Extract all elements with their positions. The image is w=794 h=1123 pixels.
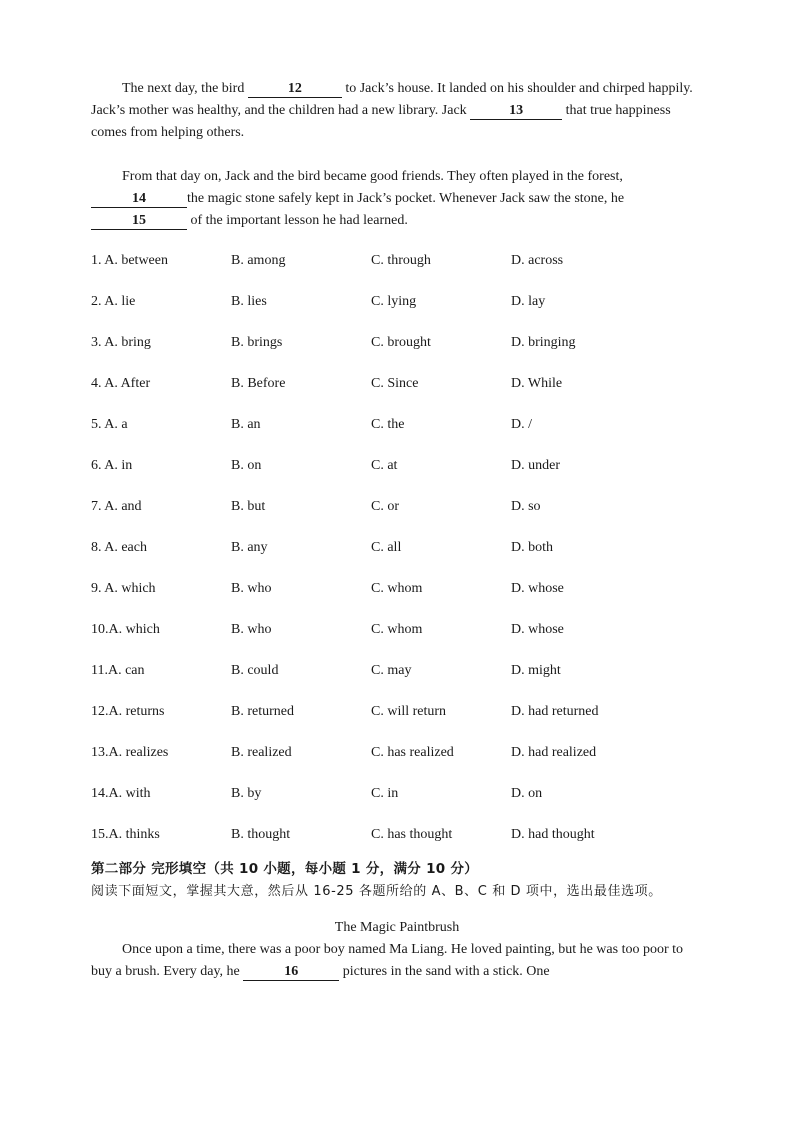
- option-b: B. who: [231, 581, 272, 596]
- option-a: 10.A. which: [91, 622, 160, 637]
- option-d: D. under: [511, 458, 560, 473]
- option-b: B. among: [231, 253, 286, 268]
- text-segment: The next day, the bird: [122, 81, 245, 96]
- option-c: C. in: [371, 786, 399, 801]
- option-d: D. across: [511, 253, 564, 268]
- option-a: 13.A. realizes: [91, 745, 169, 760]
- option-b: B. an: [231, 417, 261, 432]
- option-row: [91, 784, 703, 825]
- story-paragraph: [91, 939, 703, 983]
- option-c: C. through: [371, 253, 431, 268]
- story-title: The Magic Paintbrush: [334, 920, 460, 935]
- option-a: 12.A. returns: [91, 704, 165, 719]
- option-c: C. at: [371, 458, 398, 473]
- option-d: D. While: [511, 376, 563, 391]
- section-heading: 第二部分 完形填空（共 10 小题，每小题 1 分，满分 10 分）: [91, 861, 479, 877]
- option-row: [91, 292, 703, 333]
- option-c: C. the: [371, 417, 405, 432]
- option-row: [91, 579, 703, 620]
- option-b: B. but: [231, 499, 266, 514]
- option-a: 14.A. with: [91, 786, 151, 801]
- option-row: [91, 743, 703, 784]
- text-segment: From that day on, Jack and the bird became good friends. They often played in the forest,: [122, 169, 623, 184]
- option-d: D. whose: [511, 622, 564, 637]
- option-c: C. or: [371, 499, 399, 514]
- option-d: D. on: [511, 786, 543, 801]
- option-c: C. has thought: [371, 827, 453, 842]
- option-b: B. brings: [231, 335, 283, 350]
- text-segment: Once upon a time, there was a poor boy named Ma Liang. He loved painting, but he was too poor to buy a brush. Every day, he: [91, 942, 684, 979]
- option-b: B. who: [231, 622, 272, 637]
- option-row: [91, 333, 703, 374]
- option-b: B. realized: [231, 745, 292, 760]
- option-a: 8. A. each: [91, 540, 147, 555]
- option-row: [91, 374, 703, 415]
- option-c: C. will return: [371, 704, 447, 719]
- passage-paragraph-2: [91, 166, 703, 232]
- option-a: 3. A. bring: [91, 335, 151, 350]
- option-d: D. so: [511, 499, 541, 514]
- blank-16: 16: [243, 964, 339, 981]
- option-a: 5. A. a: [91, 417, 128, 432]
- option-d: D. both: [511, 540, 553, 555]
- blank-15: 15: [91, 213, 187, 230]
- option-row: [91, 538, 703, 579]
- option-a: 2. A. lie: [91, 294, 136, 309]
- option-d: D. might: [511, 663, 561, 678]
- option-row: [91, 415, 703, 456]
- option-b: B. on: [231, 458, 262, 473]
- option-b: B. could: [231, 663, 279, 678]
- text-segment: of the important lesson he had learned.: [190, 213, 408, 228]
- option-b: B. lies: [231, 294, 267, 309]
- option-c: C. brought: [371, 335, 431, 350]
- option-row: [91, 661, 703, 702]
- blank-13: 13: [470, 103, 562, 120]
- option-d: D. whose: [511, 581, 564, 596]
- option-c: C. has realized: [371, 745, 454, 760]
- option-row: [91, 620, 703, 661]
- option-a: 15.A. thinks: [91, 827, 160, 842]
- blank-12: 12: [248, 81, 342, 98]
- option-c: C. all: [371, 540, 402, 555]
- option-c: C. Since: [371, 376, 419, 391]
- option-b: B. thought: [231, 827, 291, 842]
- option-a: 1. A. between: [91, 253, 168, 268]
- option-c: C. may: [371, 663, 412, 678]
- option-a: 4. A. After: [91, 376, 151, 391]
- option-row: [91, 497, 703, 538]
- option-d: D. had thought: [511, 827, 595, 842]
- option-row: [91, 702, 703, 743]
- option-d: D. had realized: [511, 745, 597, 760]
- options-list: [91, 251, 703, 866]
- option-d: D. had returned: [511, 704, 599, 719]
- option-a: 6. A. in: [91, 458, 133, 473]
- option-c: C. whom: [371, 622, 423, 637]
- option-row: [91, 251, 703, 292]
- option-b: B. any: [231, 540, 268, 555]
- option-a: 9. A. which: [91, 581, 156, 596]
- text-segment: the magic stone safely kept in Jack’s pocket. Whenever Jack saw the stone, he: [187, 191, 625, 206]
- section-instruction: 阅读下面短文，掌握其大意，然后从 16-25 各题所给的 A、B、C 和 D 项中，选出最佳选项。: [91, 884, 662, 899]
- option-c: C. whom: [371, 581, 423, 596]
- option-b: B. by: [231, 786, 262, 801]
- text-segment: to Jack’s house. It landed on his shoulder and chirped happily. Jack’s mother was healthy, and the children had a new library. Jack: [91, 81, 693, 118]
- blank-14: 14: [91, 191, 187, 208]
- exam-page: [91, 78, 703, 983]
- option-d: D. /: [511, 417, 532, 432]
- text-segment: pictures in the sand with a stick. One: [342, 964, 550, 979]
- option-d: D. bringing: [511, 335, 576, 350]
- passage-paragraph-1: [91, 78, 703, 144]
- option-row: [91, 456, 703, 497]
- option-b: B. Before: [231, 376, 286, 391]
- text-segment: that true happiness comes from helping others.: [91, 103, 671, 140]
- option-a: 11.A. can: [91, 663, 145, 678]
- option-c: C. lying: [371, 294, 417, 309]
- option-a: 7. A. and: [91, 499, 142, 514]
- option-d: D. lay: [511, 294, 546, 309]
- option-b: B. returned: [231, 704, 294, 719]
